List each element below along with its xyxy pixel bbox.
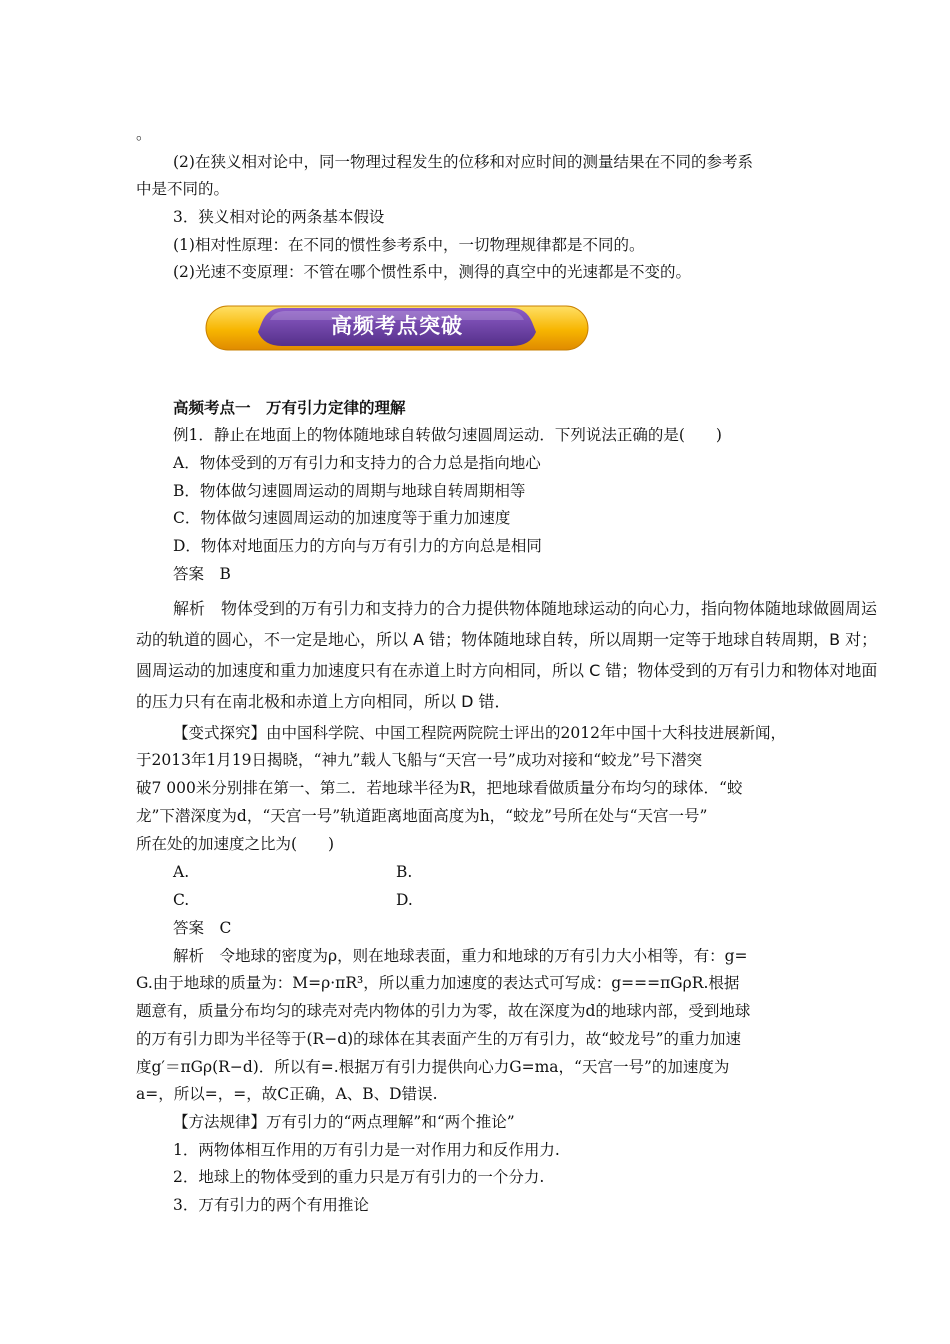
explanation-line: 动的轨道的圆心，不一定是地心，所以 A 错；物体随地球自转，所以周期一定等于地球自转周期，B 对；: [136, 630, 878, 649]
explanation-line: 解析 物体受到的万有引力和支持力的合力提供物体随地球运动的向心力，指向物体随地球做圆周运: [173, 599, 878, 618]
section-banner: [204, 300, 590, 354]
text-line: 。: [136, 125, 152, 143]
option-c: C.: [173, 891, 190, 909]
text-line: (2)在狭义相对论中，同一物理过程发生的位移和对应时间的测量结果在不同的参考系: [173, 153, 753, 171]
text-line: (2)光速不变原理：不管在哪个惯性系中，测得的真空中的光速都是不变的。: [173, 263, 691, 281]
variant-line: 所在处的加速度之比为( ): [136, 835, 335, 853]
solution-line: 解析 令地球的密度为ρ，则在地球表面，重力和地球的万有引力大小相等，有：g=: [173, 947, 748, 965]
method-item: 2．地球上的物体受到的重力只是万有引力的一个分力.: [173, 1168, 545, 1186]
option-d: D.: [396, 891, 413, 909]
explanation-line: 的压力只有在南北极和赤道上方向相同，所以 D 错．: [136, 692, 511, 711]
text-line: (1)相对性原理：在不同的惯性参考系中，一切物理规律都是不同的。: [173, 236, 645, 254]
text-line: 3．狭义相对论的两条基本假设: [173, 208, 385, 226]
method-item: 3．万有引力的两个有用推论: [173, 1196, 369, 1214]
solution-line: 的万有引力即为半径等于(R−d)的球体在其表面产生的万有引力，故“蛟龙号”的重力加速: [136, 1030, 742, 1048]
option-a: A．物体受到的万有引力和支持力的合力总是指向地心: [173, 454, 541, 472]
variant-line: 【变式探究】由中国科学院、中国工程院两院院士评出的2012年中国十大科技进展新闻，: [173, 724, 786, 742]
option-d: D．物体对地面压力的方向与万有引力的方向总是相同: [173, 537, 542, 555]
method-item: 1．两物体相互作用的万有引力是一对作用力和反作用力.: [173, 1141, 560, 1159]
option-a: A.: [173, 863, 190, 881]
variant-line: 龙”下潜深度为d，“天宫一号”轨道距离地面高度为h，“蛟龙”号所在处与“天宫一号”: [136, 807, 708, 825]
variant-line: 于2013年1月19日揭晓，“神九”载人飞船与“天宫一号”成功对接和“蛟龙”号下潜突: [136, 751, 703, 769]
solution-line: 题意有，质量分布均匀的球壳对壳内物体的引力为零，故在深度为d的地球内部，受到地球: [136, 1002, 751, 1020]
solution-line: a=，所以=，=，故C正确，A、B、D错误.: [136, 1085, 438, 1103]
solution-line: G.由于地球的质量为：M=ρ·πR³，所以重力加速度的表达式可写成：g===πGρR.根据: [136, 974, 740, 992]
variant-line: 破7 000米分别排在第一、第二．若地球半径为R，把地球看做质量分布均匀的球体．“蛟: [136, 779, 743, 797]
method-heading: 【方法规律】万有引力的“两点理解”和“两个推论”: [173, 1113, 515, 1131]
section-heading: 高频考点一 万有引力定律的理解: [173, 399, 406, 417]
answer: 答案 C: [173, 919, 232, 937]
option-b: B.: [396, 863, 413, 881]
answer: 答案 B: [173, 565, 231, 583]
option-c: C．物体做匀速圆周运动的加速度等于重力加速度: [173, 509, 511, 527]
banner-title: 高频考点突破: [331, 314, 463, 338]
text-line: 中是不同的。: [136, 180, 230, 198]
solution-line: 度g′＝πGρ(R−d)．所以有=.根据万有引力提供向心力G=ma，“天宫一号”的加速度为: [136, 1058, 730, 1076]
explanation-line: 圆周运动的加速度和重力加速度只有在赤道上时方向相同，所以 C 错；物体受到的万有引力和物体对地面: [136, 661, 878, 680]
question-stem: 例1．静止在地面上的物体随地球自转做匀速圆周运动．下列说法正确的是( ): [173, 426, 722, 444]
option-b: B．物体做匀速圆周运动的周期与地球自转周期相等: [173, 482, 526, 500]
